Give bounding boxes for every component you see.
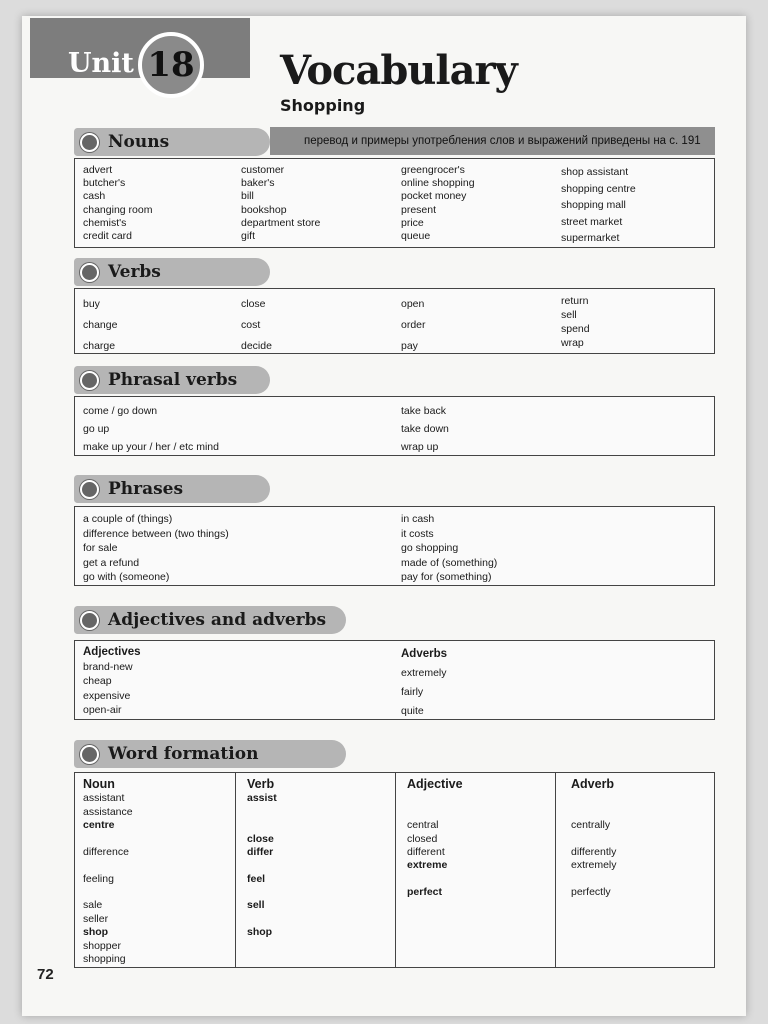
- nouns-col-2: [241, 164, 320, 243]
- bullet-icon: [80, 263, 99, 282]
- adverb-cell: centrally: [571, 819, 611, 831]
- phrases-box: [74, 506, 715, 586]
- verb-cell: shop: [247, 926, 273, 938]
- page-subtitle: Shopping: [280, 96, 366, 115]
- word: order: [401, 319, 426, 331]
- column-divider: [395, 773, 396, 967]
- word: decide: [241, 340, 272, 352]
- word: go with (someone): [83, 571, 170, 583]
- word: pay: [401, 340, 418, 352]
- adverb-cell: extremely: [571, 859, 617, 871]
- word: wrap up: [401, 441, 439, 453]
- adjective-cell: extreme: [407, 859, 448, 871]
- noun-cell: shopper: [83, 940, 121, 952]
- noun-cell: feeling: [83, 873, 114, 885]
- nouns-col-1: [83, 164, 152, 243]
- adjectives-col: [83, 645, 141, 718]
- adjective-cell: different: [407, 846, 445, 858]
- verbs-col-3: [401, 294, 426, 357]
- word: queue: [401, 230, 431, 243]
- noun-cell: assistance: [83, 806, 133, 818]
- word: open: [401, 298, 425, 310]
- word: pocket money: [401, 190, 467, 203]
- phrasal-verbs-box: [74, 396, 715, 456]
- section-title: Verbs: [108, 262, 161, 282]
- bullet-icon: [80, 745, 99, 764]
- word: fairly: [401, 686, 424, 698]
- word: bill: [241, 190, 254, 203]
- nouns-col-4: [561, 164, 636, 247]
- word: quite: [401, 705, 424, 717]
- adjective-cell: central: [407, 819, 439, 831]
- column-header-adverb: Adverb: [571, 777, 615, 791]
- verb-cell: sell: [247, 899, 265, 911]
- word: gift: [241, 230, 256, 243]
- word: a couple of (things): [83, 513, 173, 525]
- adjective-cell: closed: [407, 833, 438, 845]
- word: price: [401, 216, 424, 229]
- phrases-col-2: [401, 512, 497, 585]
- adjective-cell: perfect: [407, 886, 443, 898]
- word: make up your / her / etc mind: [83, 441, 219, 453]
- verb-cell: differ: [247, 846, 274, 858]
- column-divider: [235, 773, 236, 967]
- section-heading-nouns: [74, 128, 270, 156]
- word: shop assistant: [561, 166, 629, 178]
- verbs-col-2: [241, 294, 272, 357]
- word: it costs: [401, 527, 434, 540]
- noun-cell: assistant: [83, 792, 125, 804]
- word: cheap: [83, 675, 112, 687]
- verb-cell: feel: [247, 873, 266, 885]
- section-title: Phrases: [108, 479, 184, 499]
- word: butcher's: [83, 177, 126, 190]
- word: charge: [83, 340, 116, 352]
- translation-note: перевод и примеры употребления слов и выражений приведены на с. 191: [270, 127, 715, 155]
- word: cost: [241, 319, 261, 331]
- section-heading-phrases: [74, 475, 270, 503]
- word: wrap: [561, 337, 584, 349]
- noun-cell: shopping: [83, 953, 126, 965]
- section-heading-verbs: [74, 258, 270, 286]
- section-heading-adjectives-adverbs: [74, 606, 346, 634]
- verbs-box: [74, 288, 715, 354]
- word: close: [241, 298, 266, 310]
- word: baker's: [241, 177, 275, 190]
- word: shopping mall: [561, 199, 626, 211]
- word: come / go down: [83, 405, 158, 417]
- word: go shopping: [401, 542, 459, 554]
- adverb-cell: perfectly: [571, 886, 611, 898]
- section-heading-phrasal-verbs: [74, 366, 270, 394]
- word: supermarket: [561, 232, 620, 244]
- word: sell: [561, 309, 577, 321]
- word: go up: [83, 423, 110, 435]
- adjectives-adverbs-box: [74, 640, 715, 720]
- word: extremely: [401, 667, 447, 679]
- word: brand-new: [83, 660, 133, 673]
- section-title: Word formation: [108, 744, 259, 764]
- word: for sale: [83, 542, 118, 554]
- word: difference between (two things): [83, 527, 229, 540]
- bullet-icon: [80, 611, 99, 630]
- word: department store: [241, 216, 321, 229]
- adjectives-label: Adjectives: [83, 646, 141, 658]
- page-title: Vocabulary: [280, 47, 517, 94]
- word: buy: [83, 298, 100, 310]
- noun-cell: difference: [83, 846, 129, 858]
- unit-label: Unit: [68, 48, 134, 79]
- word: in cash: [401, 513, 435, 525]
- word: get a refund: [83, 556, 140, 569]
- column-header-verb: Verb: [247, 777, 275, 791]
- word: made of (something): [401, 556, 498, 569]
- word: bookshop: [241, 203, 287, 216]
- word: expensive: [83, 689, 131, 702]
- word: return: [561, 295, 589, 307]
- adverbs-label: Adverbs: [401, 648, 448, 660]
- verbs-col-1: [83, 294, 117, 357]
- word: spend: [561, 323, 590, 335]
- phrasal-col-1: [83, 402, 219, 456]
- word: customer: [241, 164, 285, 176]
- bullet-icon: [80, 133, 99, 152]
- word-formation-table: [74, 772, 715, 968]
- nouns-col-3: [401, 164, 475, 243]
- noun-cell: centre: [83, 819, 115, 831]
- word: street market: [561, 215, 623, 228]
- noun-cell: sale: [83, 899, 103, 911]
- column-divider: [555, 773, 556, 967]
- bullet-icon: [80, 480, 99, 499]
- word: greengrocer's: [401, 164, 465, 176]
- section-heading-word-formation: [74, 740, 346, 768]
- nouns-box: [74, 158, 715, 248]
- word: take back: [401, 405, 446, 417]
- verb-cell: close: [247, 833, 274, 845]
- word: changing room: [83, 203, 153, 216]
- section-title: Phrasal verbs: [108, 370, 238, 390]
- bullet-icon: [80, 371, 99, 390]
- phrasal-col-2: [401, 402, 449, 456]
- verb-cell: assist: [247, 792, 277, 804]
- section-title: Adjectives and adverbs: [108, 610, 327, 630]
- column-header-adjective: Adjective: [407, 777, 463, 791]
- phrases-col-1: [83, 512, 229, 585]
- noun-cell: shop: [83, 926, 109, 938]
- word: chemist's: [83, 216, 127, 229]
- word: credit card: [83, 230, 133, 243]
- word: advert: [83, 164, 113, 176]
- word: pay for (something): [401, 571, 492, 583]
- word: cash: [83, 190, 106, 203]
- word: change: [83, 319, 118, 331]
- verbs-col-4: [561, 294, 590, 350]
- word: present: [401, 203, 437, 216]
- word: take down: [401, 423, 449, 435]
- adverbs-col: [401, 645, 447, 721]
- adverb-cell: differently: [571, 846, 617, 858]
- word: online shopping: [401, 177, 475, 190]
- word: open-air: [83, 704, 122, 716]
- noun-cell: seller: [83, 913, 109, 925]
- unit-number-badge: 18: [138, 32, 204, 98]
- column-header-noun: Noun: [83, 777, 115, 791]
- word: shopping centre: [561, 182, 636, 195]
- section-title: Nouns: [108, 132, 170, 152]
- page-number: 72: [37, 966, 54, 983]
